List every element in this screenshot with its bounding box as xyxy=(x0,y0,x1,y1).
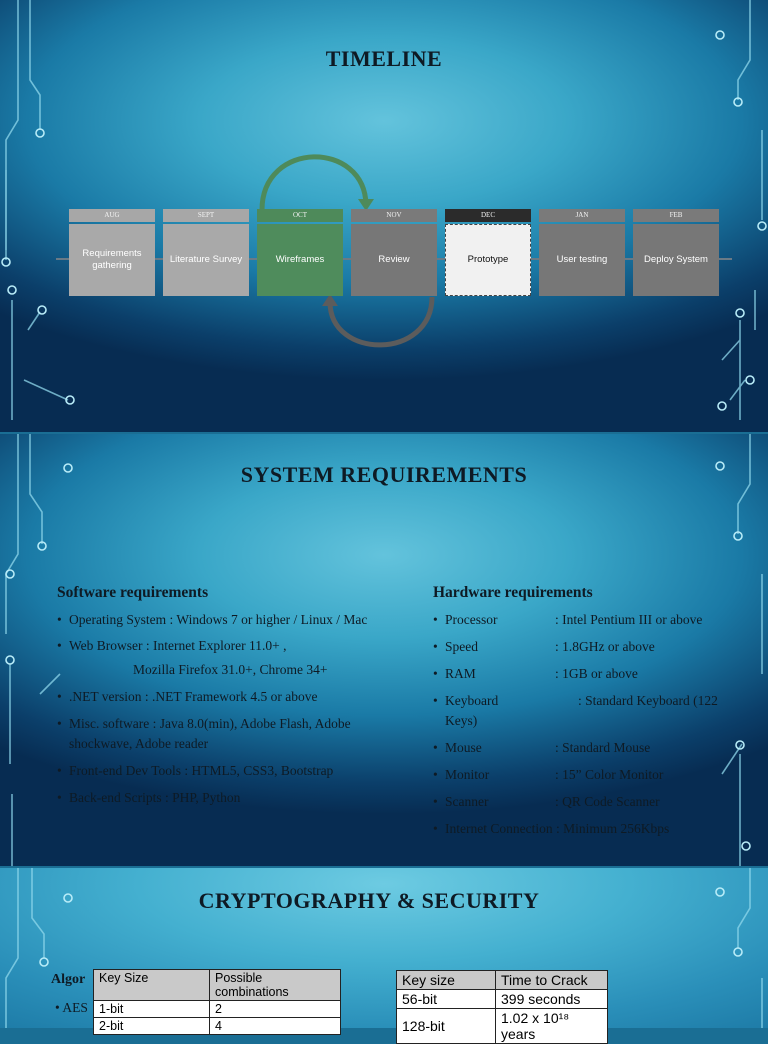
table-cell: 56-bit xyxy=(397,990,496,1009)
list-item: • Web Browser : Internet Explorer 11.0+ , xyxy=(57,636,377,656)
aes-bullet: • AES xyxy=(55,1000,88,1015)
list-item xyxy=(433,765,733,785)
step-month: DEC xyxy=(445,209,531,222)
spec-value: : QR Code Scanner xyxy=(555,794,660,809)
table-header: Time to Crack xyxy=(496,971,608,990)
timeline-step-dec xyxy=(445,209,531,296)
spec-value: : Minimum 256Kbps xyxy=(555,821,670,836)
list-item xyxy=(433,738,733,758)
step-label: Review xyxy=(351,224,437,296)
software-requirements xyxy=(57,584,377,815)
slide-title: CRYPTOGRAPHY & SECURITY xyxy=(198,888,540,913)
step-label: Prototype xyxy=(445,224,531,296)
list-item: Mozilla Firefox 31.0+, Chrome 34+ xyxy=(133,662,328,677)
timeline-slide xyxy=(0,0,768,432)
spec-key: RAM xyxy=(445,666,476,681)
step-label: Literature Survey xyxy=(163,224,249,296)
list-item xyxy=(433,610,733,630)
table-cell: 128-bit xyxy=(397,1009,496,1044)
slide-title: TIMELINE xyxy=(325,46,443,71)
table-cell: 2-bit xyxy=(94,1018,210,1035)
list-item xyxy=(433,792,733,812)
step-label: Deploy System xyxy=(633,224,719,296)
timeline-step-jan xyxy=(539,209,625,296)
table-header-row xyxy=(94,970,341,1001)
step-label: Requirements gathering xyxy=(69,224,155,296)
list-item: • Back-end Scripts : PHP, Python xyxy=(57,788,377,808)
software-list xyxy=(57,610,377,808)
table-cell: 1.02 x 10¹⁸ years xyxy=(496,1009,608,1044)
spec-key: Internet Connection xyxy=(445,821,553,836)
step-month: FEB xyxy=(633,209,719,222)
hardware-heading: Hardware requirements xyxy=(433,584,593,601)
algorithms-label: Algor xyxy=(51,972,86,987)
list-item xyxy=(433,637,733,657)
spec-value: : Standard Mouse xyxy=(555,740,651,755)
step-month: AUG xyxy=(69,209,155,222)
step-month: NOV xyxy=(351,209,437,222)
list-item xyxy=(433,664,733,684)
table-row xyxy=(397,990,608,1009)
timeline-step-aug xyxy=(69,209,155,296)
spec-value: : Standard Keyboard (122 Keys) xyxy=(445,693,718,728)
spec-key: Scanner xyxy=(445,794,489,809)
table-header: Possible combinations xyxy=(210,970,341,1001)
spec-key: Monitor xyxy=(445,767,490,782)
crypto-slide xyxy=(0,868,768,1042)
software-heading: Software requirements xyxy=(57,584,209,601)
list-item: • Misc. software : Java 8.0(min), Adobe Flash, Adobe shockwave, Adobe reader xyxy=(57,714,377,754)
table-header: Key size xyxy=(397,971,496,990)
spec-value: : 1.8GHz or above xyxy=(555,639,655,654)
table-cell: 399 seconds xyxy=(496,990,608,1009)
timeline-step-nov xyxy=(351,209,437,296)
slide-title: SYSTEM REQUIREMENTS xyxy=(240,462,528,487)
table-header-row xyxy=(397,971,608,990)
table-row xyxy=(94,1001,341,1018)
spec-key: Mouse xyxy=(445,740,482,755)
step-month: JAN xyxy=(539,209,625,222)
list-item: • Operating System : Windows 7 or higher / Linux / Mac xyxy=(57,610,377,630)
table-cell: 1-bit xyxy=(94,1001,210,1018)
step-label: User testing xyxy=(539,224,625,296)
aes-label: AES xyxy=(62,1000,88,1015)
spec-key: Keyboard xyxy=(445,693,499,708)
list-item xyxy=(433,691,733,731)
hardware-requirements xyxy=(433,584,733,846)
table-row xyxy=(94,1018,341,1035)
step-month: OCT xyxy=(257,209,343,222)
timeline-step-sept xyxy=(163,209,249,296)
list-item: • Front-end Dev Tools : HTML5, CSS3, Bootstrap xyxy=(57,761,377,781)
table-cell: 2 xyxy=(210,1001,341,1018)
crack-time-table xyxy=(396,970,608,1044)
spec-value: : Intel Pentium III or above xyxy=(555,612,703,627)
table-row xyxy=(397,1009,608,1044)
hardware-list xyxy=(433,610,733,839)
key-size-table xyxy=(93,969,341,1035)
spec-value: : 1GB or above xyxy=(555,666,638,681)
list-item xyxy=(433,819,733,839)
spec-key: Speed xyxy=(445,639,478,654)
timeline-step-feb xyxy=(633,209,719,296)
list-item: • .NET version : .NET Framework 4.5 or above xyxy=(57,687,377,707)
table-cell: 4 xyxy=(210,1018,341,1035)
timeline-step-oct xyxy=(257,209,343,296)
step-label: Wireframes xyxy=(257,224,343,296)
step-month: SEPT xyxy=(163,209,249,222)
spec-value: : 15” Color Monitor xyxy=(555,767,664,782)
spec-key: Processor xyxy=(445,612,498,627)
table-header: Key Size xyxy=(94,970,210,1001)
